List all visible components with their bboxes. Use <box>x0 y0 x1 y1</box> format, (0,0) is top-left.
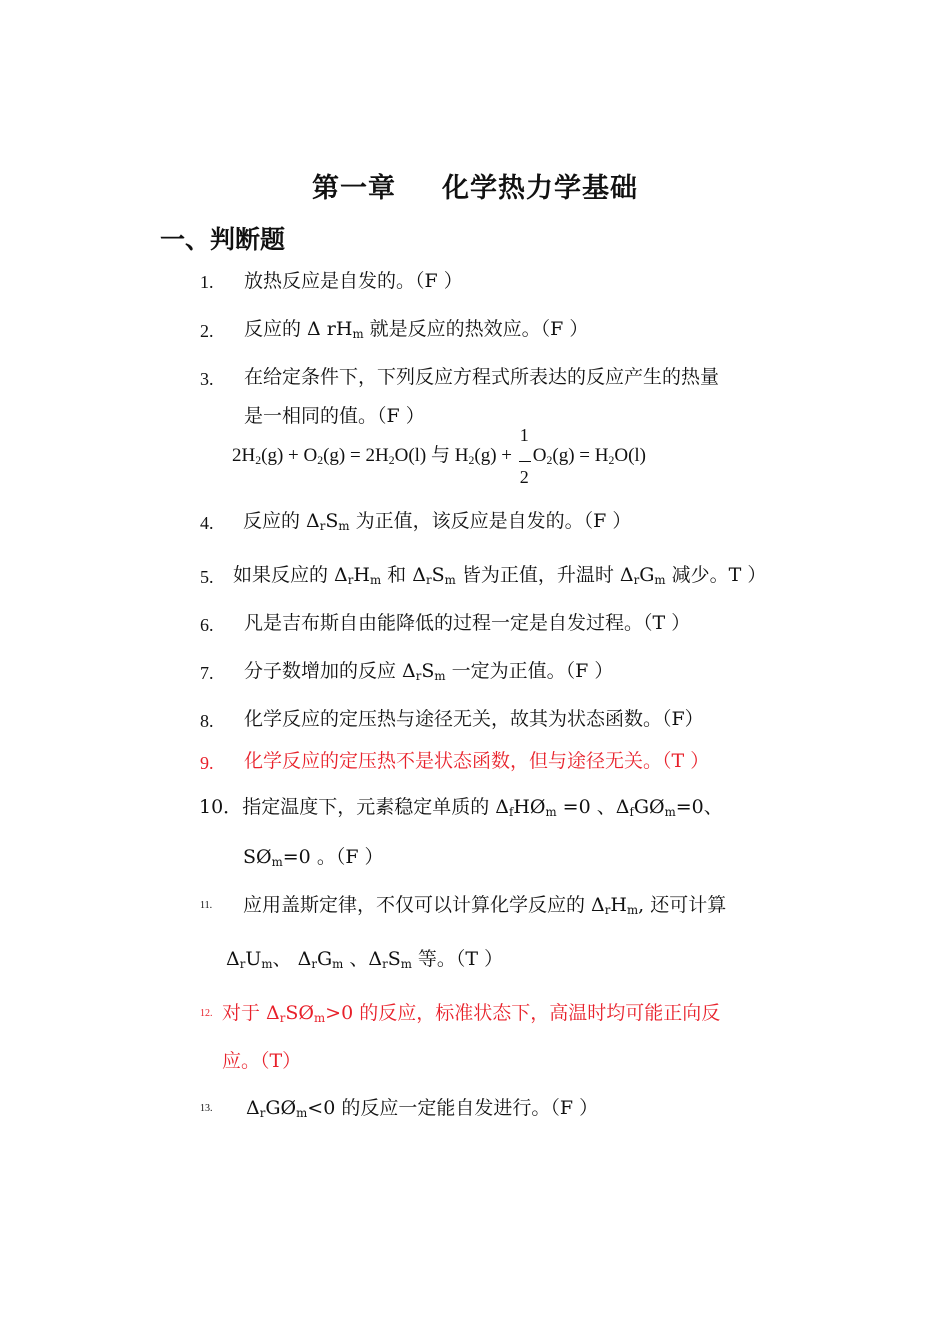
item-number: 13. <box>200 1103 213 1114</box>
item-number: 3. <box>200 369 214 389</box>
item-number: 11. <box>200 900 213 911</box>
item-text: 10．指定温度下，元素稳定单质的 $\Delta_fHØ_m =0$ 、$\Delta_fGØ_m=0$、 <box>199 796 723 819</box>
item-number: 12. <box>200 1008 213 1019</box>
item-text: 应用盖斯定律，不仅可以计算化学反应的 $\Delta_rH_m$, 还可计算 <box>243 894 727 917</box>
item-text: 分子数增加的反应 $\Delta_rS_m$ 一定为正值。（F ） <box>244 660 614 683</box>
item-number: 2. <box>200 321 214 341</box>
item-text-continued: 是一相同的值。（F ） <box>244 405 425 427</box>
section-heading: 一、判断题 <box>160 225 286 254</box>
one-half-fraction: $\frac{1}{2}$ <box>519 424 529 487</box>
item-number: 9. <box>200 753 214 773</box>
item-text-continued: $\Delta_rU_m$、 $\Delta_rG_m$ 、$\Delta_rS_m$ 等。（T ） <box>226 948 504 971</box>
reaction-equation: $2H_2(g) + O_2(g) = 2H_2O(l)$ 与 $H_2(g)$ + $\frac{1}{2}$ $O_2(g) = H_2O(l)$ <box>232 424 647 487</box>
item-text-highlighted: 对于 $\Delta_rSØ_m>0$ 的反应，标准状态下，高温时均可能正向反 <box>222 1002 721 1025</box>
item-text: 放热反应是自发的。（F ） <box>244 270 463 292</box>
item-text: 在给定条件下，下列反应方程式所表达的反应产生的热量 <box>244 366 720 388</box>
item-text: 化学反应的定压热与途径无关，故其为状态函数。（F） <box>244 708 704 730</box>
item-text: 反应的 $\Delta_rS_m$ 为正值，该反应是自发的。（F ） <box>243 510 632 533</box>
item-number: 1. <box>200 272 214 292</box>
chapter-title <box>0 166 950 205</box>
item-number: 6. <box>200 615 214 635</box>
item-text: 如果反应的 $\Delta_rH_m$ 和 $\Delta_rS_m$ 皆为正值，升温时 $\Delta_rG_m$ 减少。T ） <box>233 564 767 587</box>
item-text: $\Delta_rGØ_m<0$ 的反应一定能自发进行。（F ） <box>246 1097 599 1120</box>
item-number: 7. <box>200 663 214 683</box>
item-number: 5. <box>200 567 214 587</box>
item-text: 反应的 Δ $rH_m$ 就是反应的热效应。（F ） <box>244 318 589 341</box>
item-text-highlighted-continued: 应。（T） <box>222 1050 302 1072</box>
item-number: 4. <box>200 513 214 533</box>
chapter-name: 化学热力学基础 <box>442 173 638 204</box>
item-text: 凡是吉布斯自由能降低的过程一定是自发过程。（T ） <box>244 612 691 634</box>
item-number: 8. <box>200 711 214 731</box>
item-text-continued: $SØ_m=0$ 。（F ） <box>243 846 384 869</box>
item-text-highlighted: 化学反应的定压热不是状态函数，但与途径无关。（T ） <box>244 750 710 772</box>
chapter-number: 第一章 <box>312 173 396 204</box>
